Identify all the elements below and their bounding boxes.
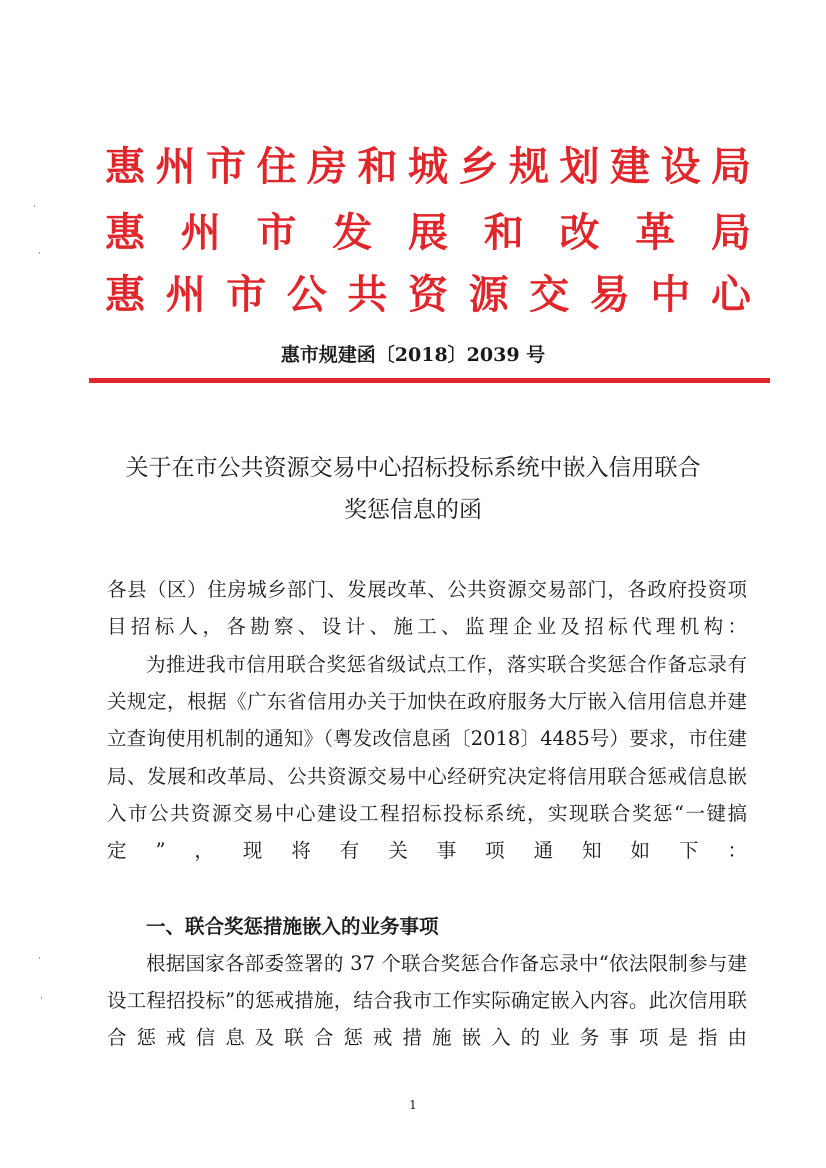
agency-char: 局	[711, 143, 751, 190]
agency-char: 共	[347, 271, 388, 318]
agency-char: 中	[650, 271, 691, 318]
agency-char: 州	[165, 271, 206, 318]
salutation-paragraph	[107, 571, 747, 645]
agency-char: 规	[509, 143, 549, 190]
agency-char: 局	[711, 209, 751, 256]
agency-char: 惠	[105, 271, 145, 318]
agency-char: 住	[256, 143, 297, 190]
document-title-line-2: 奖惩信息的函	[344, 497, 482, 523]
agency-char: 源	[468, 271, 509, 318]
agency-char: 资	[407, 271, 448, 318]
red-divider-line	[89, 378, 770, 383]
agency-char: 改	[559, 209, 600, 256]
margin-speck: ·	[40, 994, 43, 1004]
agency-char: 惠	[105, 143, 145, 190]
agency-char: 和	[357, 143, 398, 190]
agency-char: 展	[408, 209, 448, 256]
document-number: 惠市规建函〔2018〕2039 号	[280, 344, 546, 366]
agency-char: 惠	[105, 209, 145, 256]
agency-char: 发	[332, 209, 373, 256]
document-title-line-1: 关于在市公共资源交易中心招标投标系统中嵌入信用联合	[125, 455, 701, 481]
salutation-text: 各县（区）住房城乡部门、发展改革、公共资源交易部门，各政府投资项目招标人，各勘察、设计、施工、监理企业及招标代理机构：	[107, 578, 747, 639]
agency-char: 城	[408, 143, 448, 190]
body-paragraph-1-text: 为推进我市信用联合奖惩省级试点工作，落实联合奖惩合作备忘录有关规定，根据《广东省信用办关于加快在政府服务大厅嵌入信用信息并建立查询使用机制的通知》（粤发改信息函〔2018〕4485号）要求，市住建局、发展和改革局、公共资源交易中心经研究决定将信用联合惩戒信息嵌入市公共资源交易中心建设工程招标投标系统，实现联合奖惩“一键搞定”，现将有关事项通知如下：	[107, 653, 747, 863]
agency-char: 革	[635, 209, 676, 256]
agency-char: 心	[710, 271, 751, 318]
margin-speck: ·	[38, 249, 41, 259]
agency-name-housing-bureau	[105, 142, 751, 192]
agency-char: 州	[180, 209, 221, 256]
page-number: 1	[409, 1098, 417, 1112]
agency-char: 市	[256, 209, 297, 256]
agency-char: 公	[286, 271, 327, 318]
agency-char: 易	[589, 271, 630, 318]
body-paragraph-2-text: 根据国家各部委签署的 37 个联合奖惩合作备忘录中“依法限制参与建设工程招投标”的惩戒措施，结合我市工作实际确定嵌入内容。此次信用联合惩戒信息及联合惩戒措施嵌入的业务事项是指由	[107, 952, 747, 1050]
agency-char: 和	[483, 209, 524, 256]
agency-char: 州	[155, 143, 196, 190]
agency-name-public-resource-center	[105, 270, 751, 320]
agency-char: 市	[226, 271, 267, 318]
section-heading-1: 一、联合奖惩措施嵌入的业务事项	[146, 915, 439, 938]
agency-char: 乡	[458, 143, 499, 190]
agency-char: 划	[559, 143, 600, 190]
agency-char: 房	[307, 143, 347, 190]
agency-char: 交	[529, 271, 570, 318]
agency-char: 建	[610, 143, 650, 190]
agency-name-development-reform-bureau	[105, 208, 751, 258]
margin-speck: ·	[33, 202, 36, 212]
margin-speck: ·	[38, 954, 41, 964]
agency-char: 设	[660, 143, 701, 190]
body-paragraph-2	[107, 945, 747, 1057]
body-paragraph-1	[107, 646, 747, 869]
agency-char: 市	[206, 143, 246, 190]
